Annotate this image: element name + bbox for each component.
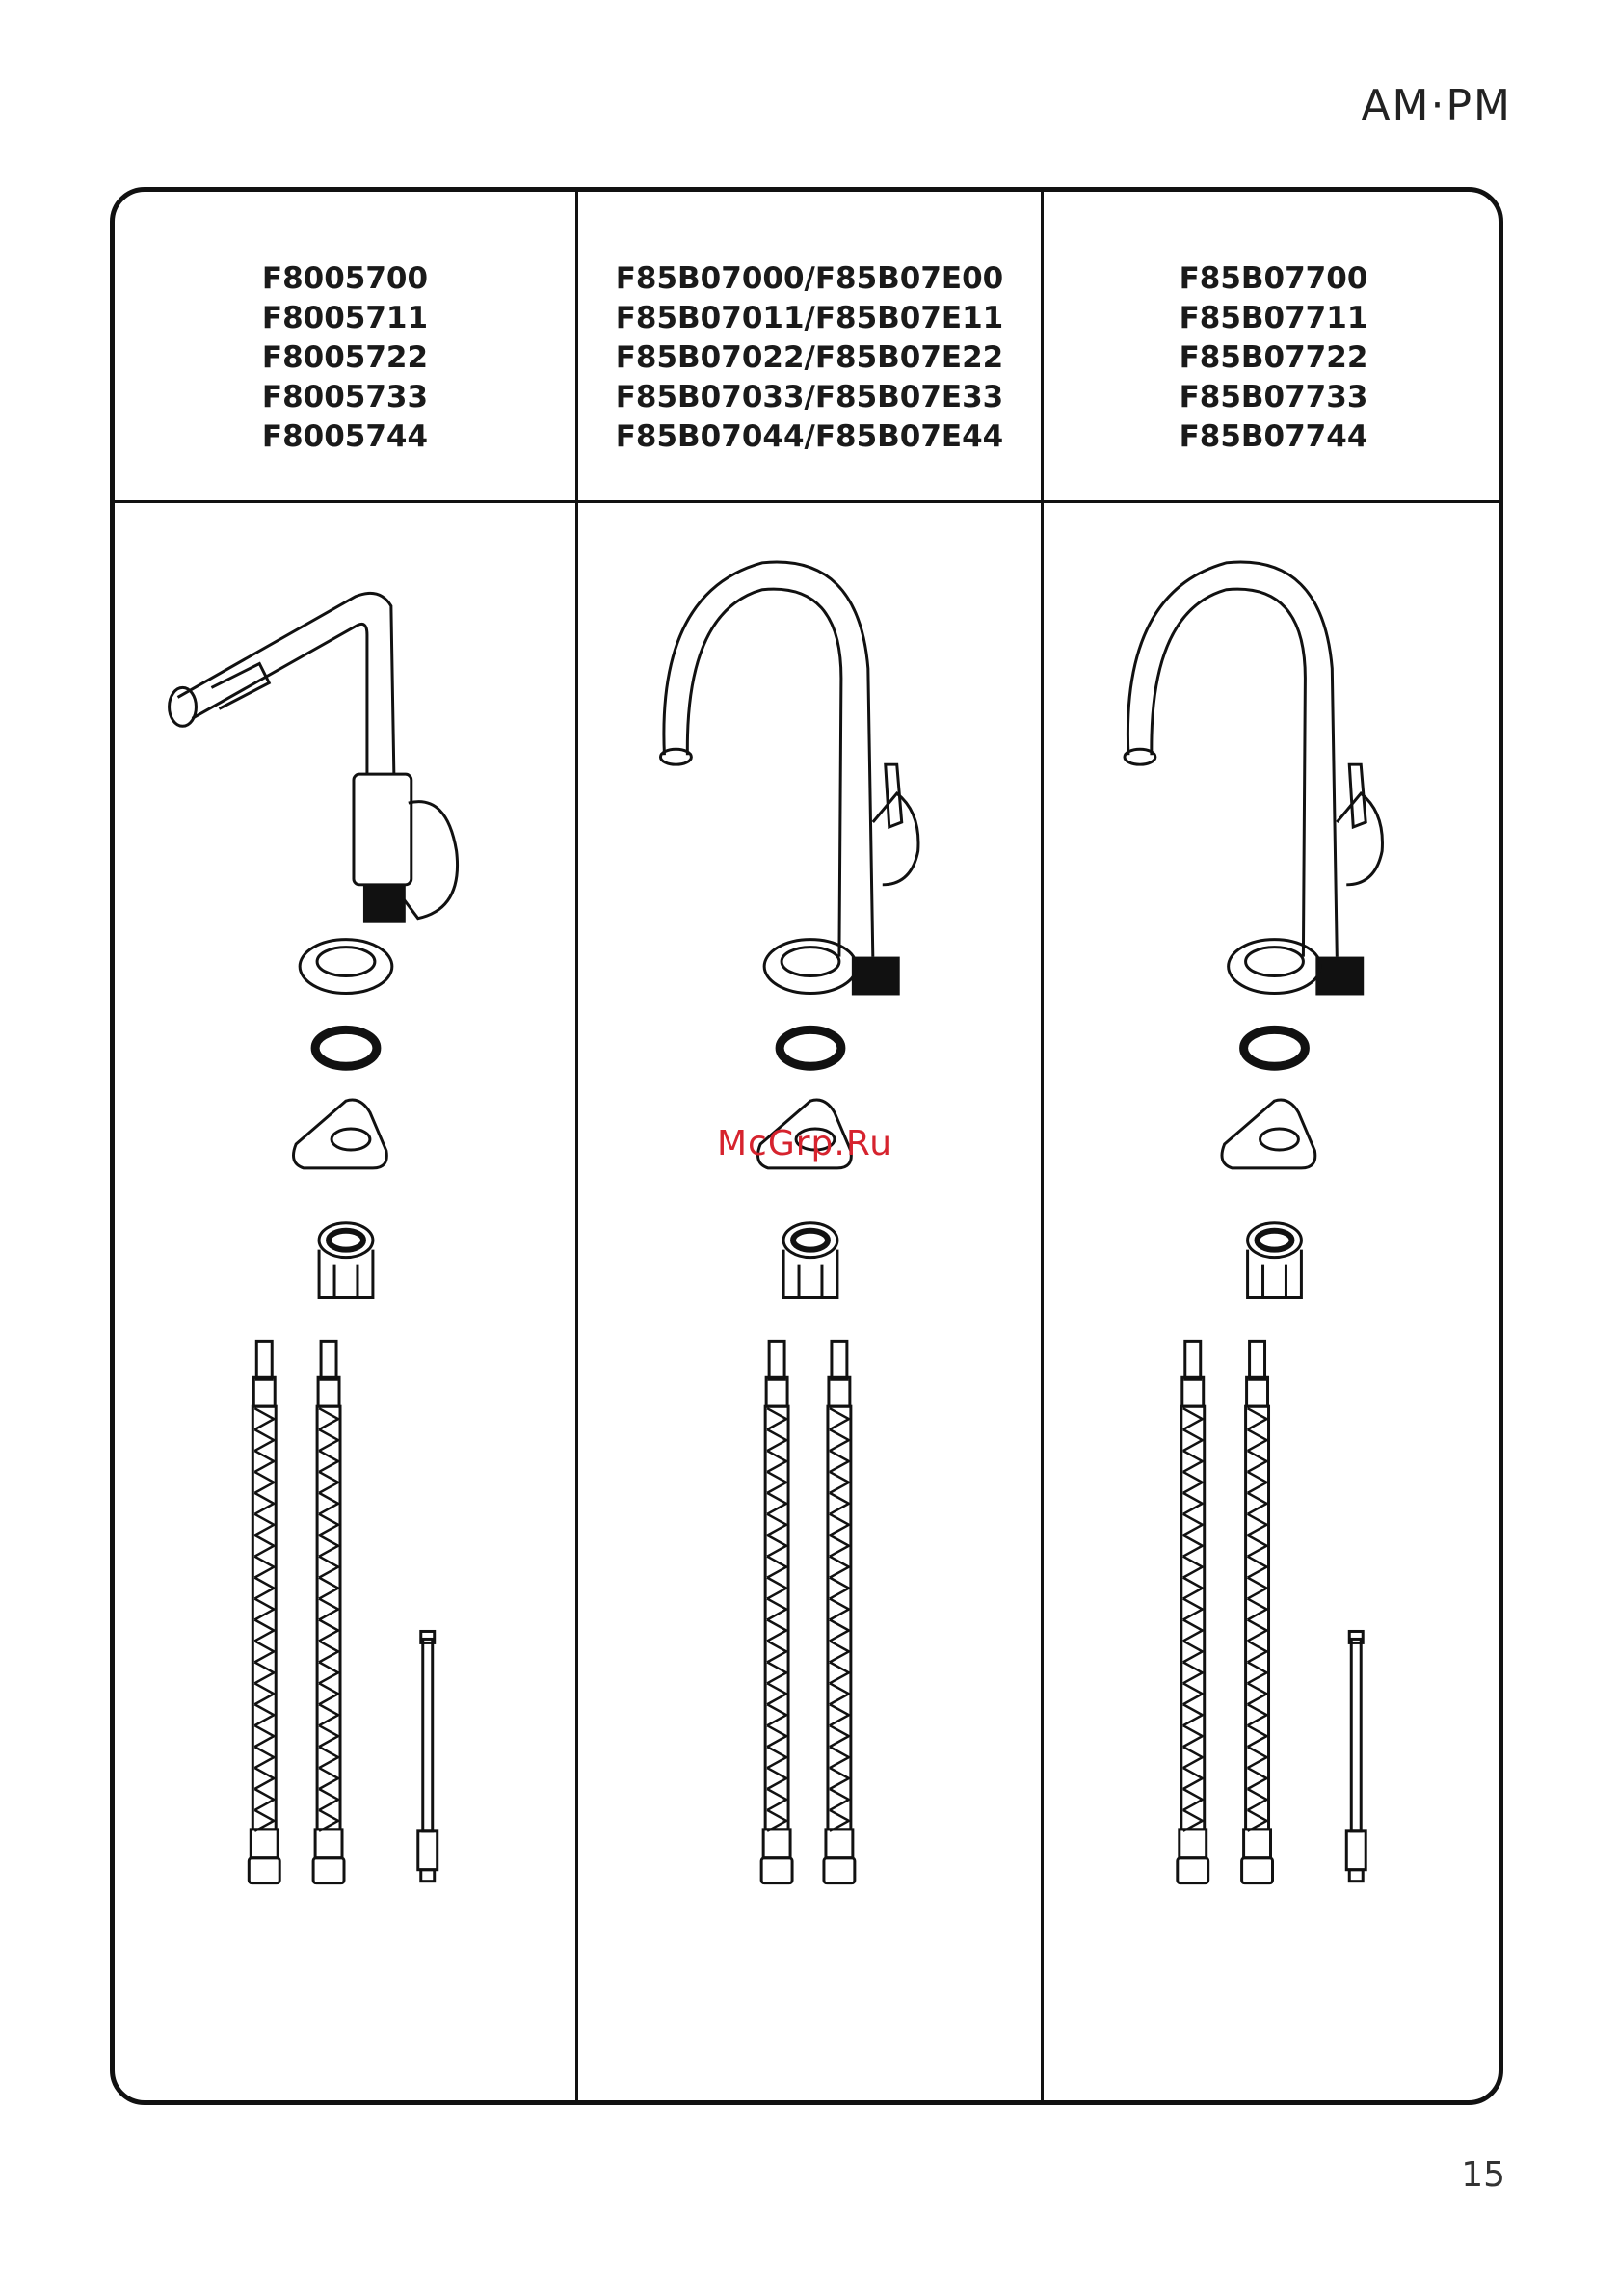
flexible-hose <box>761 1341 792 1882</box>
model-code: F8005722 <box>261 340 429 375</box>
mounting-parts <box>757 940 856 1298</box>
model-code: F85B07033/F85B07E33 <box>615 380 1004 414</box>
high-square-spout-faucet-drawing <box>170 593 458 922</box>
model-code: F8005733 <box>261 380 429 414</box>
mounting-rod <box>418 1631 438 1881</box>
model-code: F85B07711 <box>1179 301 1368 335</box>
model-list-col-1 <box>115 259 575 457</box>
flexible-hose <box>313 1341 344 1882</box>
model-code: F85B07733 <box>1179 380 1368 414</box>
gooseneck-faucet-drawing <box>660 562 918 995</box>
model-code: F8005711 <box>261 301 429 335</box>
model-code: F85B07700 <box>1179 261 1368 296</box>
flexible-hose <box>1242 1341 1273 1882</box>
model-list-col-2 <box>578 259 1041 457</box>
model-list-col-3 <box>1044 259 1503 457</box>
model-code: F8005700 <box>261 261 429 296</box>
parts-illustration-col-2 <box>578 505 1041 2100</box>
flexible-hose <box>1178 1341 1208 1882</box>
header-divider <box>115 500 1499 503</box>
model-code: F85B07722 <box>1179 340 1368 375</box>
parts-illustration-col-3 <box>1044 505 1503 2100</box>
parts-illustration-col-1 <box>115 505 575 2100</box>
mounting-parts <box>1222 940 1320 1298</box>
brand-logo: AM·PM <box>1361 81 1512 130</box>
mounting-rod <box>1346 1631 1366 1881</box>
model-code: F85B07044/F85B07E44 <box>615 419 1004 454</box>
model-code: F8005744 <box>261 419 429 454</box>
page-number: 15 <box>1461 2155 1505 2195</box>
flexible-hose <box>249 1341 279 1882</box>
watermark: McGrp.Ru <box>717 1124 893 1163</box>
model-code: F85B07022/F85B07E22 <box>615 340 1004 375</box>
flexible-hose <box>824 1341 855 1882</box>
mounting-parts <box>293 940 391 1298</box>
model-code: F85B07744 <box>1179 419 1368 454</box>
model-code: F85B07000/F85B07E00 <box>615 261 1004 296</box>
gooseneck-faucet-drawing <box>1125 562 1383 995</box>
model-code: F85B07011/F85B07E11 <box>615 301 1004 335</box>
